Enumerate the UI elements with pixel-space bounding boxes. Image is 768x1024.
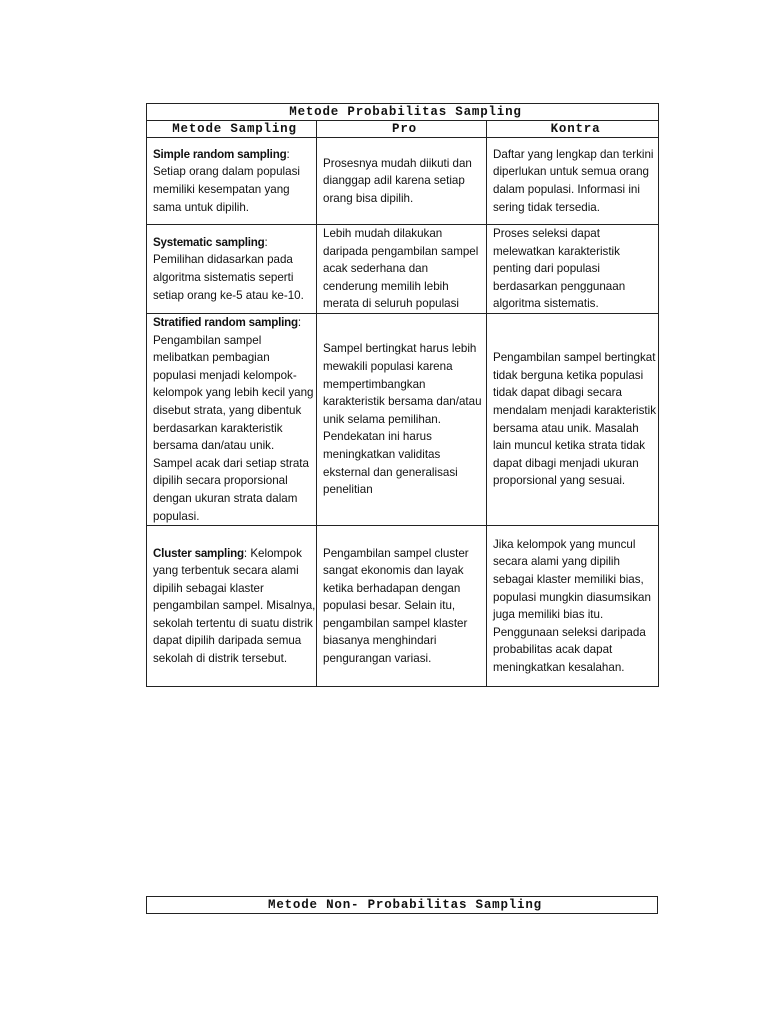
table-title: Metode Non- Probabilitas Sampling <box>147 897 658 914</box>
pro-cell: Prosesnya mudah diikuti dan dianggap adil karena setiap orang bisa dipilih. <box>317 138 487 225</box>
column-header-method: Metode Sampling <box>147 121 317 138</box>
table-title: Metode Probabilitas Sampling <box>147 104 659 121</box>
pro-cell: Sampel bertingkat harus lebih mewakili populasi karena mempertimbangkan karakteristik bersama dan/atau unik selama pemilihan. Pendekatan ini harus meningkatkan validitas eksternal dan generalisasi penelitian <box>317 313 487 525</box>
method-cell <box>147 526 317 687</box>
table-row <box>147 138 659 225</box>
pro-cell: Pengambilan sampel cluster sangat ekonomis dan layak ketika berhadapan dengan populasi besar. Selain itu, pengambilan sampel klaster biasanya menghindari pengurangan variasi. <box>317 526 487 687</box>
method-cell <box>147 138 317 225</box>
probability-sampling-table <box>146 103 659 687</box>
method-name: Stratified random sampling <box>153 315 298 329</box>
method-name: Simple random sampling <box>153 147 287 161</box>
pro-cell: Lebih mudah dilakukan daripada pengambilan sampel acak sederhana dan cenderung memilih lebih merata di seluruh populasi <box>317 225 487 314</box>
method-separator: : <box>264 235 268 249</box>
method-separator: : <box>286 147 290 161</box>
method-description: Kelompok yang terbentuk secara alami dipilih sebagai klaster pengambilan sampel. Misalnya, sekolah tertentu di suatu distrik dapat dipilih daripada semua sekolah di distrik tersebut. <box>153 546 316 666</box>
kontra-cell: Daftar yang lengkap dan terkini diperlukan untuk semua orang dalam populasi. Informasi ini sering tidak tersedia. <box>487 138 659 225</box>
non-probability-sampling-table <box>146 896 658 914</box>
method-name: Systematic sampling <box>153 235 265 249</box>
method-cell <box>147 313 317 525</box>
table-row <box>147 225 659 314</box>
column-header-kontra: Kontra <box>487 121 659 138</box>
method-description: Pemilihan didasarkan pada algoritma sistematis seperti setiap orang ke-5 atau ke-10. <box>153 253 304 302</box>
table-title-row <box>147 104 659 121</box>
method-description: Pengambilan sampel melibatkan pembagian populasi menjadi kelompok-kelompok yang lebih kecil yang disebut strata, yang dibentuk berdasarkan karakteristik bersama dan/atau unik. Sampel acak dari setiap strata dipilih secara proporsional dengan ukuran strata dalam populasi. <box>153 333 314 523</box>
method-description: Setiap orang dalam populasi memiliki kesempatan yang sama untuk dipilih. <box>153 165 300 214</box>
kontra-cell: Pengambilan sampel bertingkat tidak berguna ketika populasi tidak dapat dibagi secara mendalam menjadi karakteristik bersama atau unik. Masalah lain muncul ketika strata tidak dapat dibagi menjadi ukuran proporsional yang sesuai. <box>487 313 659 525</box>
table-row <box>147 526 659 687</box>
method-cell <box>147 225 317 314</box>
table-title-row <box>147 897 658 914</box>
method-separator: : <box>297 315 302 329</box>
table-header-row <box>147 121 659 138</box>
method-name: Cluster sampling <box>153 546 244 560</box>
method-separator: : <box>243 546 251 560</box>
table-row <box>147 313 659 525</box>
column-header-pro: Pro <box>317 121 487 138</box>
kontra-cell: Proses seleksi dapat melewatkan karakteristik penting dari populasi berdasarkan penggunaan algoritma sistematis. <box>487 225 659 314</box>
kontra-cell: Jika kelompok yang muncul secara alami yang dipilih sebagai klaster memiliki bias, populasi mungkin diasumsikan juga memiliki bias itu. Penggunaan seleksi daripada probabilitas acak dapat meningkatkan kesalahan. <box>487 526 659 687</box>
